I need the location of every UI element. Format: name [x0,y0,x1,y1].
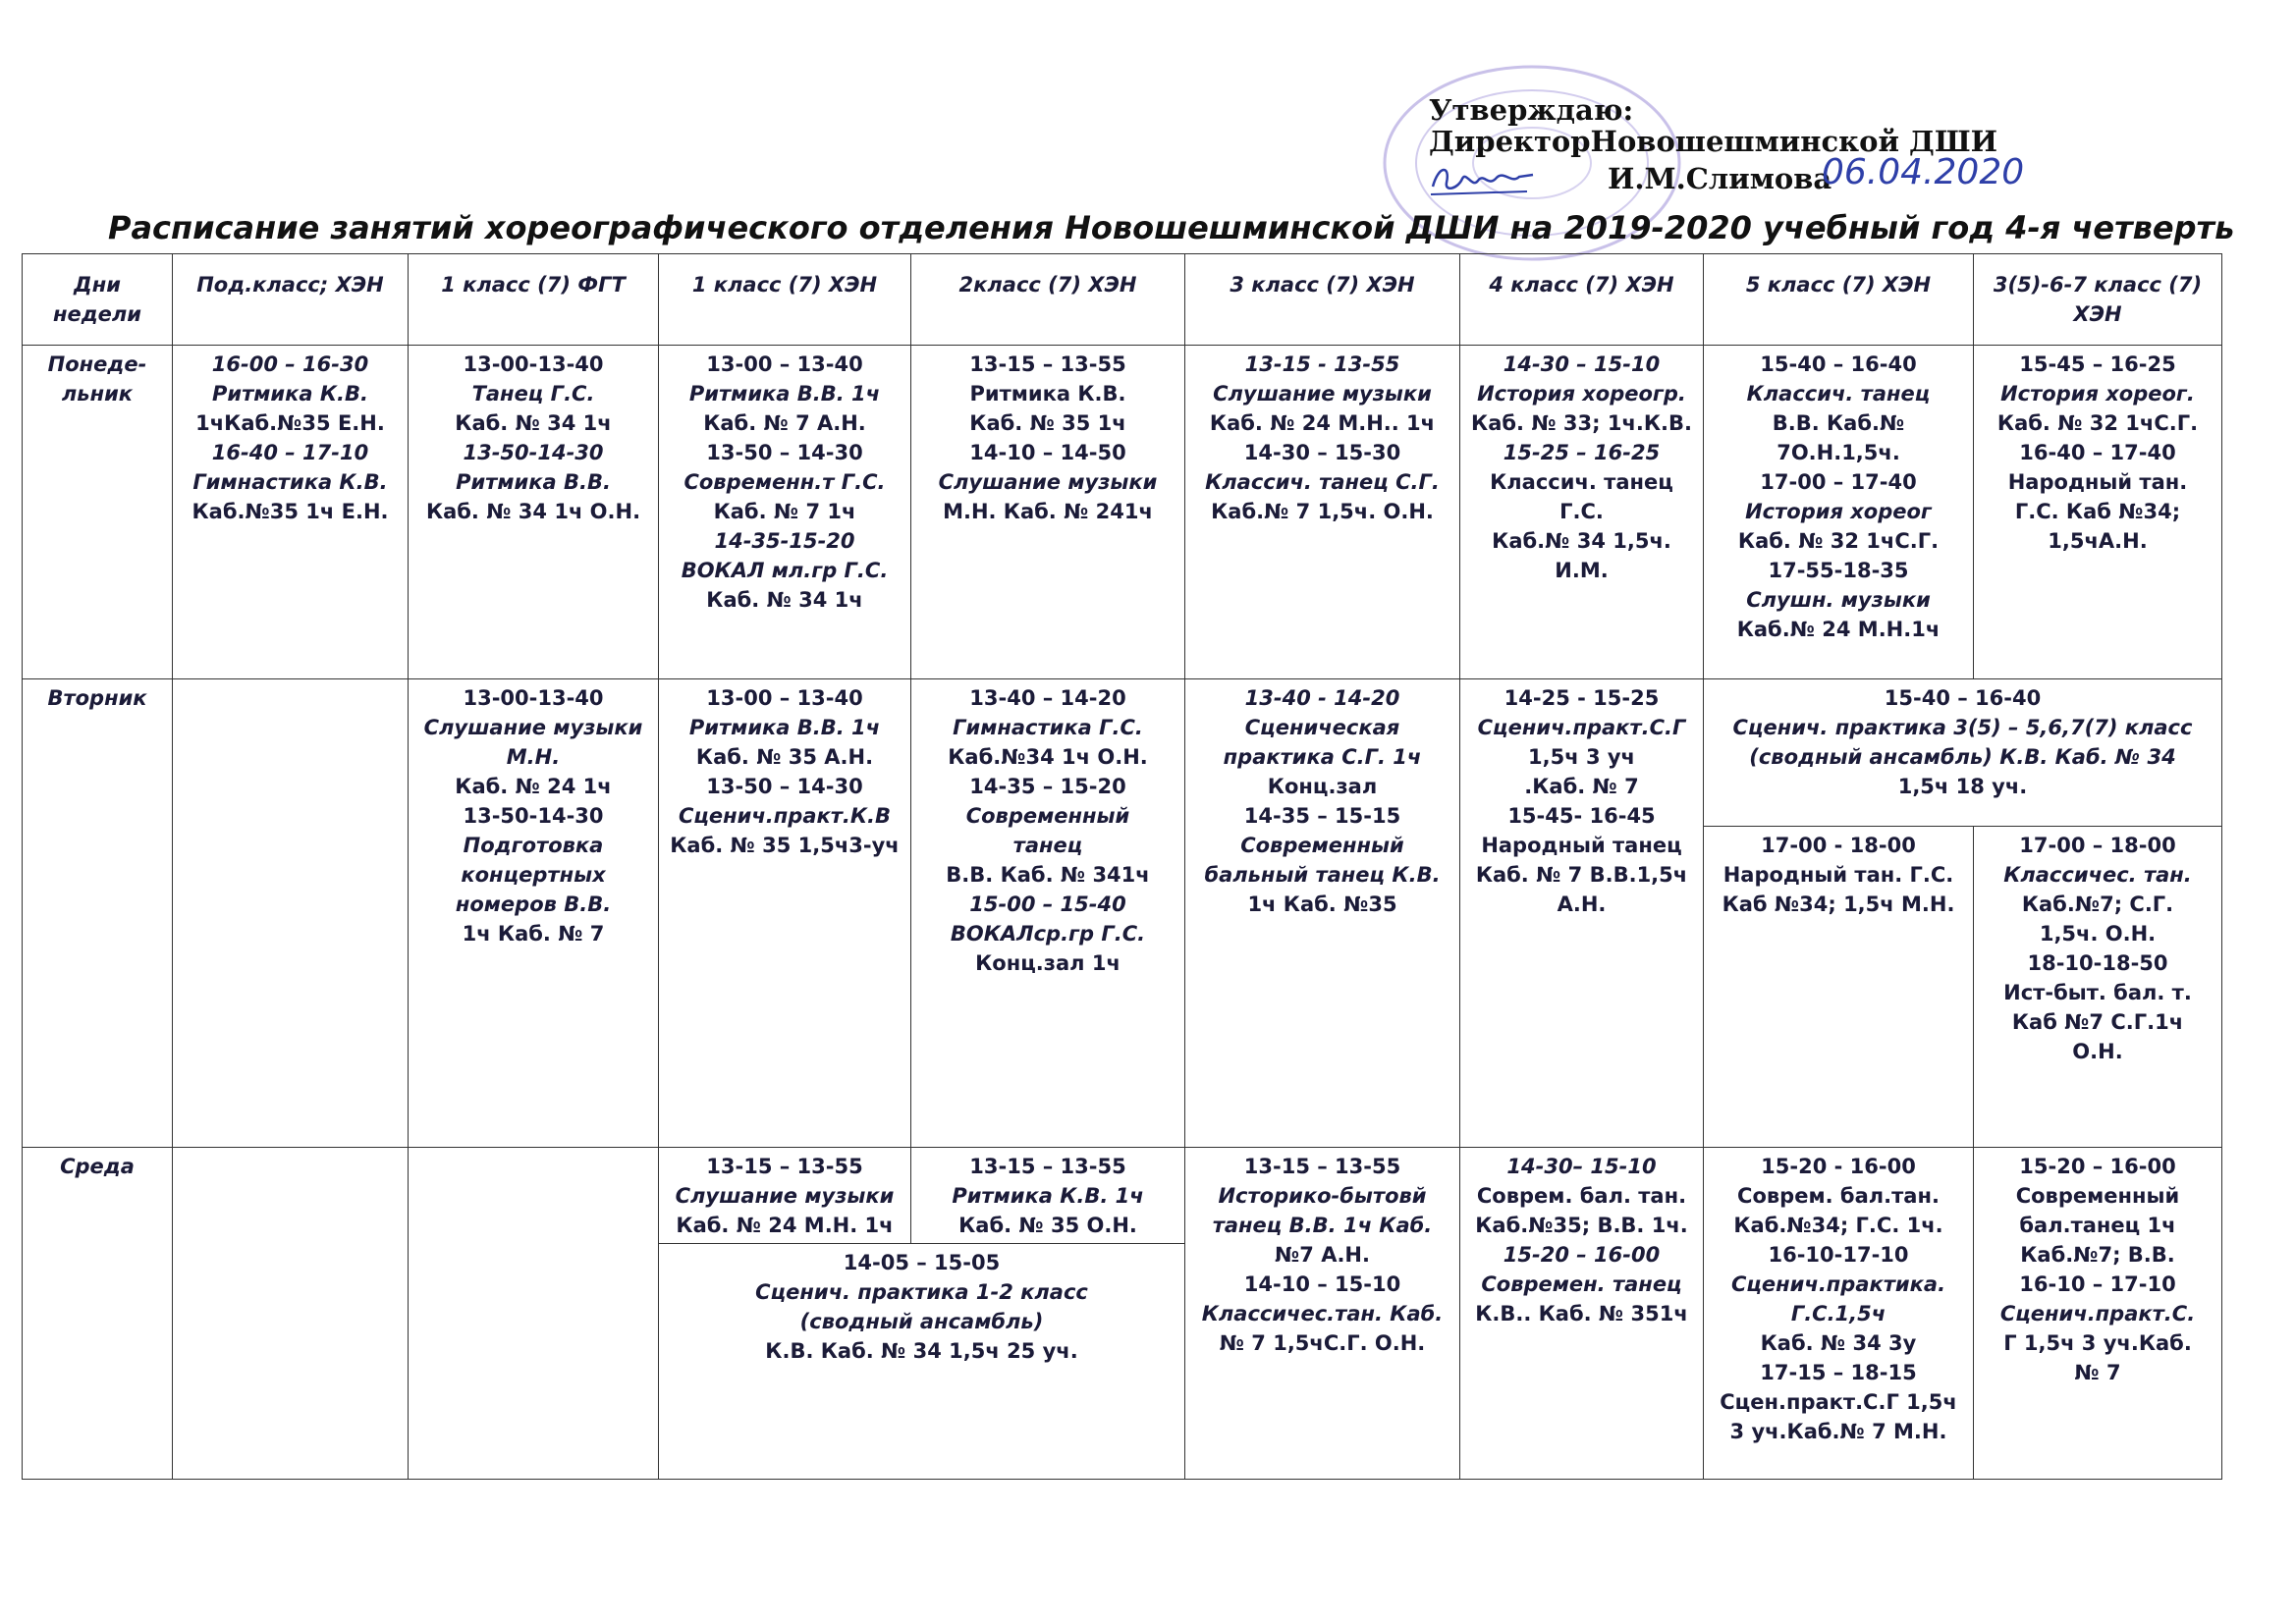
room: Каб. № 24 М.Н. 1ч [676,1214,894,1237]
time: 16-10 – 17-10 [2019,1272,2176,1296]
header-days: Дни недели [23,254,173,346]
cell-tue-1fgt [409,679,659,1148]
cell-wed-1-2-merged [659,1244,1185,1480]
room: Каб. № 35 1ч [969,411,1126,435]
cell-mon-1 [659,346,911,679]
subject: Гимнастика К.В. [192,470,388,494]
time: 17-00 – 18-00 [2019,834,2176,857]
director-name: И.М.Слимова [1608,162,1832,195]
subject: Современный [2015,1184,2180,1208]
row-monday [23,346,2222,679]
subject: (сводный ансамбль) К.В. Каб. № 34 [1749,745,2176,769]
room: Каб. № 32 1чС.Г. [1737,529,1940,553]
room: № 7 [2074,1361,2121,1384]
room: Каб.№ 34 1,5ч. [1492,529,1671,553]
time: 14-30 – 15-30 [1243,441,1401,464]
room: Каб. № 34 1ч [455,411,612,435]
cell-mon-prep [173,346,409,679]
subject: Сценич.практ.К.В [678,804,892,828]
subject: Сценическая [1244,716,1400,739]
cell-wed-5 [1704,1148,1974,1480]
subject: Народный тан. [2007,470,2188,494]
subject: практика С.Г. 1ч [1223,745,1422,769]
subject: номеров В.В. [455,893,612,916]
time: 14-10 – 14-50 [969,441,1126,464]
room: Конц.зал 1ч [975,951,1121,975]
time: 13-50-14-30 [463,441,604,464]
subject: Современн.т Г.С. [683,470,886,494]
day-tuesday: Вторник [23,679,173,1148]
subject: История хореог [1745,500,1932,523]
subject: История хореог. [2000,382,2195,406]
time: 16-10-17-10 [1768,1243,1909,1267]
subject: (сводный ансамбль) [799,1310,1044,1333]
time: 13-15 - 13-55 [1244,352,1400,376]
time: 17-15 – 18-15 [1760,1361,1917,1384]
subject: Ритмика К.В. 1ч [952,1184,1144,1208]
subject: Ритмика К.В. [211,382,369,406]
room: 1чКаб.№35 Е.Н. [195,411,385,435]
time: 13-15 – 13-55 [969,352,1126,376]
room: .Каб. № 7 [1524,775,1639,798]
teacher: О.Н. [2072,1040,2123,1063]
room: В.В. Каб.№ [1772,411,1905,435]
time: 14-05 – 15-05 [843,1251,1001,1274]
time: 16-00 – 16-30 [211,352,369,376]
subject: Слушание музыки [1213,382,1432,406]
time: 16-40 – 17-10 [211,441,369,464]
room: Каб. № 32 1чС.Г. [1996,411,2199,435]
time: 13-15 – 13-55 [706,1155,863,1178]
approval-position: ДиректорНовошешминской ДШИ [1429,125,1998,158]
time: 13-50 – 14-30 [706,775,863,798]
subject: Сценич.практика. [1730,1272,1946,1296]
day-monday: Понеде-льник [23,346,173,679]
time: 14-10 – 15-10 [1243,1272,1401,1296]
row-wednesday [23,1148,2222,1244]
room: Каб №7 С.Г.1ч [2011,1010,2184,1034]
cell-tue-5-6-7-merged [1704,679,2222,827]
subject: Слушн. музыки [1746,588,1931,612]
cell-wed-prep [173,1148,409,1480]
time: 15-25 – 16-25 [1503,441,1661,464]
day-wednesday: Среда [23,1148,173,1480]
subject: Историко-бытовй [1218,1184,1427,1208]
subject: танец [1012,834,1083,857]
subject: Соврем. бал. тан. [1476,1184,1687,1208]
subject: Подготовка [463,834,604,857]
time: 14-30– 15-10 [1506,1155,1657,1178]
subject: бал.танец 1ч [2019,1214,2176,1237]
room: В.В. Каб. № 341ч [946,863,1150,887]
time: 15-40 – 16-40 [1884,686,2042,710]
header-6-7: 3(5)-6-7 класс (7) ХЭН [1974,254,2222,346]
room: Каб.№ 24 М.Н.1ч [1736,618,1941,641]
room: Конц.зал [1267,775,1378,798]
subject: Классичес.тан. Каб. [1201,1302,1444,1325]
cell-mon-2 [911,346,1185,679]
approval-block [1429,94,2057,200]
time: 13-50 – 14-30 [706,441,863,464]
room: Г.С. Каб №34; [2014,500,2181,523]
cell-wed-2 [911,1148,1185,1244]
subject: История хореогр. [1477,382,1686,406]
room: Каб. № 33; 1ч.К.В. [1471,411,1692,435]
approval-date: 06.04.2020 [1822,152,2025,192]
room: №7 А.Н. [1275,1243,1370,1267]
room: Каб. № 34 1ч [706,588,863,612]
time: 15-00 – 15-40 [969,893,1126,916]
cell-wed-4 [1460,1148,1704,1480]
subject: Слушание музыки [938,470,1158,494]
room: Каб. № 24 М.Н.. 1ч [1209,411,1436,435]
header-1: 1 класс (7) ХЭН [659,254,911,346]
header-row [23,254,2222,346]
teacher: М.Н. [506,745,561,769]
subject: Сценич.практ.С. [1999,1302,2196,1325]
header-4: 4 класс (7) ХЭН [1460,254,1704,346]
room: Каб.№35; В.В. 1ч. [1475,1214,1688,1237]
time: 15-40 – 16-40 [1760,352,1917,376]
subject: Гимнастика Г.С. [953,716,1143,739]
room: Каб. № 35 А.Н. [695,745,874,769]
subject: концертных [461,863,606,887]
time: 13-00-13-40 [463,686,604,710]
room: Каб. № 35 1,5ч3-уч [670,834,900,857]
time: 16-40 – 17-40 [2019,441,2176,464]
cell-mon-1fgt [409,346,659,679]
subject: ВОКАЛср.гр Г.С. [950,922,1146,946]
time: 17-55-18-35 [1768,559,1909,582]
header-5: 5 класс (7) ХЭН [1704,254,1974,346]
time: 15-45- 16-45 [1507,804,1656,828]
time: 14-35 – 15-15 [1243,804,1401,828]
subject: Слушание музыки [423,716,643,739]
room: 1ч Каб. №35 [1247,893,1397,916]
time: 14-30 – 15-10 [1503,352,1661,376]
subject: Сценич. практика 3(5) – 5,6,7(7) класс [1732,716,2193,739]
header-3: 3 класс (7) ХЭН [1185,254,1460,346]
header-1-fgt: 1 класс (7) ФГТ [409,254,659,346]
teacher: Г.С.1,5ч [1790,1302,1886,1325]
cell-tue-5 [1704,827,1974,1148]
room: 7О.Н.1,5ч. [1777,441,1900,464]
subject: танец В.В. 1ч Каб. [1212,1214,1433,1237]
cell-wed-1fgt [409,1148,659,1480]
subject: Ист-быт. бал. т. [2003,981,2192,1004]
cell-tue-1 [659,679,911,1148]
cell-tue-2 [911,679,1185,1148]
cell-wed-3 [1185,1148,1460,1480]
schedule-table [22,253,2222,1480]
header-prep: Под.класс; ХЭН [173,254,409,346]
page-title: Расписание занятий хореографического отделения Новошешминской ДШИ на 2019-2020 учебный год 4-я четверть [108,209,2235,246]
subject: Народный танец [1481,834,1682,857]
subject: Ритмика В.В. 1ч [688,382,881,406]
time: 14-35-15-20 [714,529,855,553]
room: Каб. № 34 3у [1760,1331,1917,1355]
cell-mon-6-7 [1974,346,2222,679]
time: 13-00 – 13-40 [706,686,863,710]
room: Каб. № 24 1ч [455,775,612,798]
cell-tue-6-7 [1974,827,2222,1148]
time: 13-15 – 13-55 [969,1155,1126,1178]
room: Каб.№7; С.Г. [2021,893,2174,916]
time: 13-40 – 14-20 [969,686,1126,710]
subject: Классич. танец [1746,382,1931,406]
room: Каб.№34 1ч О.Н. [948,745,1148,769]
room: Каб №34; 1,5ч М.Н. [1722,893,1955,916]
room: К.В. Каб. № 34 1,5ч 25 уч. [765,1339,1078,1363]
subject: Соврем. бал.тан. [1737,1184,1940,1208]
time: 15-20 - 16-00 [1761,1155,1916,1178]
subject: Современный [1240,834,1404,857]
room: Каб. № 7 1ч [713,500,856,523]
cell-mon-5 [1704,346,1974,679]
subject: Ритмика В.В. [456,470,611,494]
row-tuesday [23,679,2222,827]
time: 15-20 – 16-00 [2019,1155,2176,1178]
director-signature [1429,159,1537,198]
subject: бальный танец К.В. [1204,863,1441,887]
time: 17-00 – 17-40 [1760,470,1917,494]
cell-tue-4 [1460,679,1704,1148]
room: Г 1,5ч 3 уч.Каб. [2003,1331,2192,1355]
time: 13-50-14-30 [463,804,604,828]
time: 13-00-13-40 [463,352,604,376]
time: 15-20 – 16-00 [1503,1243,1661,1267]
cell-tue-prep [173,679,409,1148]
room: Каб. № 34 1ч О.Н. [425,500,641,523]
cell-wed-6-7 [1974,1148,2222,1480]
teacher: И.М. [1555,559,1609,582]
header-2: 2класс (7) ХЭН [911,254,1185,346]
subject: Современный [965,804,1130,828]
room: Каб. № 7 В.В.1,5ч [1475,863,1688,887]
time: 15-45 – 16-25 [2019,352,2176,376]
room: М.Н. Каб. № 241ч [943,500,1153,523]
cell-mon-3 [1185,346,1460,679]
subject: Сцен.практ.С.Г 1,5ч [1720,1390,1957,1414]
cell-wed-1 [659,1148,911,1244]
subject: Слушание музыки [675,1184,895,1208]
subject: Народный тан. Г.С. [1722,863,1954,887]
room: Каб.№ 7 1,5ч. О.Н. [1211,500,1434,523]
time: 14-35 – 15-20 [969,775,1126,798]
subject: Сценич. практика 1-2 класс [755,1280,1088,1304]
teacher: 1,5чА.Н. [2048,529,2148,553]
subject: Классичес. тан. [2003,863,2192,887]
room: Каб.№35 1ч Е.Н. [191,500,389,523]
subject: Классич. танец С.Г. [1205,470,1440,494]
room: Каб.№7; В.В. [2020,1243,2175,1267]
hours: 1,5ч. О.Н. [2039,922,2157,946]
time: 17-00 - 18-00 [1761,834,1916,857]
subject: Современ. танец [1481,1272,1682,1296]
room: Каб. № 35 О.Н. [958,1214,1137,1237]
room: Каб.№34; Г.С. 1ч. [1733,1214,1943,1237]
subject: Ритмика К.В. [969,382,1126,406]
time: 14-25 - 15-25 [1503,686,1660,710]
hours: 1,5ч 18 уч. [1897,775,2028,798]
time: 13-40 - 14-20 [1244,686,1400,710]
hours: 1,5ч 3 уч [1528,745,1635,769]
time: 13-00 – 13-40 [706,352,863,376]
room: 1ч Каб. № 7 [462,922,605,946]
teacher: А.Н. [1557,893,1607,916]
time: 18-10-18-50 [2027,951,2168,975]
cell-tue-3 [1185,679,1460,1148]
room: 3 уч.Каб.№ 7 М.Н. [1729,1420,1947,1443]
subject: Ритмика В.В. 1ч [688,716,881,739]
room: Каб. № 7 А.Н. [703,411,866,435]
teacher: Г.С. [1559,500,1604,523]
approval-heading: Утверждаю: [1429,93,1634,127]
room: К.В.. Каб. № 351ч [1475,1302,1688,1325]
subject: Танец Г.С. [471,382,595,406]
room: № 7 1,5чС.Г. О.Н. [1219,1331,1426,1355]
time: 13-15 – 13-55 [1243,1155,1401,1178]
subject: ВОКАЛ мл.гр Г.С. [681,559,889,582]
subject: Сценич.практ.С.Г [1477,716,1686,739]
subject: Классич. танец [1490,470,1673,494]
cell-mon-4 [1460,346,1704,679]
